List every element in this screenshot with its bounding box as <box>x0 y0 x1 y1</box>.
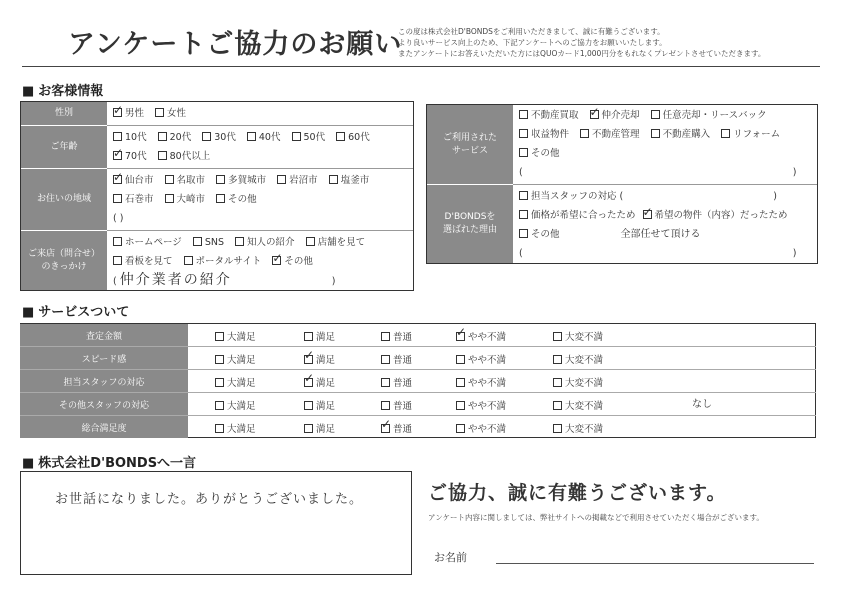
handwritten-message: お世話になりました。ありがとうございました。 <box>55 492 364 507</box>
rating-option[interactable]: 普通 <box>381 329 412 343</box>
rating-option[interactable]: やや不満 <box>456 398 506 412</box>
checkbox[interactable] <box>202 132 211 141</box>
rating-option[interactable]: 満足 <box>304 421 335 435</box>
age-header: ご年齢 <box>21 126 107 169</box>
service-row-header: 担当スタッフの対応 <box>20 370 188 393</box>
checkbox[interactable] <box>113 175 122 184</box>
checkbox[interactable] <box>235 237 244 246</box>
notice-line: この度は株式会社D'BONDSをご利用いただきまして、誠に有難うございます。 <box>398 27 665 36</box>
age-option[interactable]: 60代 <box>336 128 370 147</box>
reason-header <box>427 185 513 263</box>
checkbox[interactable] <box>651 129 660 138</box>
service-row-header: 査定金額 <box>20 324 188 347</box>
trigger-options <box>107 231 413 290</box>
customer-section-title: ■ お客様情報 <box>22 80 103 99</box>
checkbox[interactable] <box>155 108 164 117</box>
area-options <box>107 169 413 231</box>
checkbox[interactable] <box>215 332 224 341</box>
checkbox[interactable] <box>519 129 528 138</box>
gender-option-female[interactable]: 女性 <box>155 104 186 123</box>
rating-option[interactable]: 大満足 <box>215 329 256 343</box>
checkbox[interactable] <box>113 237 122 246</box>
age-option[interactable]: 10代 <box>113 128 147 147</box>
trigger-option[interactable]: SNS <box>193 233 224 252</box>
checkbox[interactable] <box>519 110 528 119</box>
checkbox[interactable] <box>306 237 315 246</box>
trigger-header-line: ご来店（問合せ） <box>27 248 100 259</box>
rating-option[interactable]: 大変不満 <box>553 352 603 366</box>
checkbox[interactable] <box>272 256 281 265</box>
reason-other-blank[interactable]: ( ) <box>519 248 797 259</box>
checkbox[interactable] <box>381 424 390 433</box>
checkbox[interactable] <box>651 110 660 119</box>
service-row-appraisal <box>20 324 816 347</box>
trigger-option[interactable]: ポータルサイト <box>184 252 262 271</box>
usage-header <box>427 105 513 185</box>
trigger-option[interactable]: 看板を見て <box>113 252 173 271</box>
rating-option[interactable]: ✓ 満足 <box>304 352 335 366</box>
checkbox[interactable] <box>519 229 528 238</box>
trigger-header <box>21 231 107 290</box>
checkbox[interactable] <box>304 355 313 364</box>
checkbox[interactable] <box>553 401 562 410</box>
area-option[interactable]: 岩沼市 <box>277 171 318 190</box>
checkbox[interactable] <box>721 129 730 138</box>
reason-header-line: D'BONDSを <box>444 212 496 222</box>
usage-option[interactable]: 収益物件 <box>519 125 569 144</box>
area-option[interactable]: 名取市 <box>165 171 206 190</box>
age-option[interactable]: 50代 <box>292 128 326 147</box>
checkbox[interactable] <box>456 332 465 341</box>
checkbox[interactable] <box>165 175 174 184</box>
checkbox[interactable] <box>580 129 589 138</box>
age-option[interactable]: 80代以上 <box>158 147 211 166</box>
usage-other-blank[interactable]: ( ) <box>519 167 797 178</box>
service-row-header: その他スタッフの対応 <box>20 393 188 416</box>
checkbox[interactable] <box>336 132 345 141</box>
rating-option[interactable]: ✓ 普通 <box>381 421 412 435</box>
area-option[interactable]: 大崎市 <box>165 190 206 209</box>
closing-note: アンケート内容に関しましては、弊社サイトへの掲載などで利用させていただく場合がございます。 <box>428 513 764 522</box>
message-box[interactable] <box>20 471 412 575</box>
area-option[interactable]: 多賀城市 <box>216 171 266 190</box>
notice-text <box>398 26 828 59</box>
checkbox[interactable] <box>304 401 313 410</box>
rating-option[interactable]: 大満足 <box>215 352 256 366</box>
trigger-other-blank[interactable]: ( 仲介業者の紹介 ) <box>113 272 336 288</box>
checkbox[interactable] <box>215 378 224 387</box>
usage-option[interactable]: ✓ 仲介売却 <box>590 106 640 125</box>
page-title: アンケートご協力のお願い <box>68 29 403 60</box>
age-option[interactable]: 20代 <box>158 128 192 147</box>
usage-header-line: ご利用された <box>442 132 497 143</box>
service-row-staff <box>20 370 816 393</box>
usage-option[interactable]: 不動産購入 <box>651 125 711 144</box>
service-row-speed <box>20 347 816 370</box>
checkbox[interactable] <box>456 355 465 364</box>
area-header: お住いの地域 <box>21 169 107 231</box>
usage-header-line: サービス <box>451 145 488 156</box>
rating-option[interactable]: 大変不満 <box>553 375 603 389</box>
checkbox[interactable] <box>456 401 465 410</box>
message-section-title: ■ 株式会社D'BONDSへ一言 <box>22 452 196 471</box>
age-option[interactable]: 30代 <box>202 128 236 147</box>
checkbox[interactable] <box>553 378 562 387</box>
checkbox[interactable] <box>113 108 122 117</box>
checkbox[interactable] <box>113 132 122 141</box>
checkbox[interactable] <box>519 210 528 219</box>
rating-option[interactable]: 大変不満 <box>553 329 603 343</box>
checkbox[interactable] <box>590 110 599 119</box>
rating-option[interactable]: 大変不満 <box>553 421 603 435</box>
checkbox[interactable] <box>643 210 652 219</box>
trigger-option[interactable]: 知人の紹介 <box>235 233 295 252</box>
usage-options <box>513 105 817 185</box>
rating-option[interactable]: 普通 <box>381 398 412 412</box>
notice-line: より良いサービス向上のため、下記アンケートへのご協力をお願いいたします。 <box>398 38 667 47</box>
age-options <box>107 126 413 169</box>
age-option[interactable]: ✓70代 <box>113 147 147 166</box>
checkbox[interactable] <box>216 194 225 203</box>
trigger-option[interactable]: ホームページ <box>113 233 182 252</box>
usage-option[interactable]: 不動産管理 <box>580 125 640 144</box>
reason-option[interactable]: 担当スタッフの対応 ( ) <box>519 187 777 206</box>
checkbox[interactable] <box>304 424 313 433</box>
rating-option[interactable]: 大満足 <box>215 398 256 412</box>
reason-option[interactable]: 価格が希望に合ったため <box>519 206 636 225</box>
trigger-header-line: のきっかけ <box>41 261 87 272</box>
rating-option[interactable]: やや不満 <box>456 375 506 389</box>
checkbox[interactable] <box>158 132 167 141</box>
reason-option[interactable]: ✓ 希望の物件（内容）だったため <box>643 206 788 225</box>
rating-option[interactable]: 大満足 <box>215 421 256 435</box>
checkbox[interactable] <box>113 194 122 203</box>
usage-option[interactable]: リフォーム <box>721 125 780 144</box>
checkbox[interactable] <box>215 401 224 410</box>
reason-option[interactable]: その他 <box>519 225 560 244</box>
rating-option[interactable]: 普通 <box>381 375 412 389</box>
age-option[interactable]: 40代 <box>247 128 281 147</box>
checkbox[interactable] <box>304 378 313 387</box>
checkbox[interactable] <box>381 401 390 410</box>
reason-options <box>513 185 817 263</box>
checkbox[interactable] <box>456 378 465 387</box>
name-field[interactable] <box>496 563 814 564</box>
reason-header-line: 選ばれた理由 <box>442 225 497 235</box>
checkbox[interactable] <box>216 175 225 184</box>
service-row-other-staff <box>20 393 816 416</box>
checkbox[interactable] <box>519 191 528 200</box>
checkbox[interactable] <box>184 256 193 265</box>
checkbox[interactable] <box>193 237 202 246</box>
gender-options <box>107 102 413 126</box>
checkbox[interactable] <box>553 424 562 433</box>
rating-option[interactable]: 大満足 <box>215 375 256 389</box>
trigger-option[interactable]: ✓ その他 <box>272 252 313 271</box>
checkbox[interactable] <box>381 332 390 341</box>
checkbox[interactable] <box>553 332 562 341</box>
area-option[interactable]: ✓仙台市 <box>113 171 154 190</box>
service-row-header: 総合満足度 <box>20 416 188 438</box>
handwritten-service-note: なし <box>692 399 712 410</box>
customer-info-table <box>20 101 414 291</box>
checkbox[interactable] <box>215 424 224 433</box>
rating-option[interactable]: 普通 <box>381 352 412 366</box>
thanks-heading: ご協力、誠に有難うございます。 <box>428 482 727 504</box>
checkbox[interactable] <box>292 132 301 141</box>
checkbox[interactable] <box>247 132 256 141</box>
gender-header: 性別 <box>21 102 107 126</box>
checkbox[interactable] <box>277 175 286 184</box>
checkbox[interactable] <box>456 424 465 433</box>
header-divider <box>22 66 820 67</box>
handwritten-trigger: 仲介業者の紹介 <box>119 272 232 288</box>
checkbox[interactable] <box>519 148 528 157</box>
area-option[interactable]: 塩釜市 <box>329 171 370 190</box>
checkbox[interactable] <box>215 355 224 364</box>
checkbox[interactable] <box>553 355 562 364</box>
rating-option[interactable]: ✓ 満足 <box>304 375 335 389</box>
rating-option[interactable]: 大変不満 <box>553 398 603 412</box>
rating-option[interactable]: やや不満 <box>456 352 506 366</box>
checkbox[interactable] <box>381 355 390 364</box>
area-option[interactable]: その他 <box>216 190 257 209</box>
area-other-blank[interactable]: ( ) <box>113 213 124 224</box>
usage-option[interactable]: 不動産買取 <box>519 106 579 125</box>
usage-reason-table <box>426 104 818 264</box>
checkbox[interactable] <box>329 175 338 184</box>
service-section-title: ■ サービスついて <box>22 301 129 320</box>
rating-option[interactable]: ✓ やや不満 <box>456 329 506 343</box>
handwritten-reason: 全部任せて頂ける <box>620 229 701 240</box>
usage-option[interactable]: その他 <box>519 144 560 163</box>
checkbox[interactable] <box>158 151 167 160</box>
service-row-overall <box>20 416 816 439</box>
notice-line: またアンケートにお答えいただいた方にはQUOカード1,000円分をもれなくプレゼントさせていただきます。 <box>398 49 766 58</box>
name-label: お名前 <box>434 551 467 564</box>
rating-option[interactable]: 満足 <box>304 398 335 412</box>
service-row-header: スピード感 <box>20 347 188 370</box>
rating-option[interactable]: 満足 <box>304 329 335 343</box>
usage-option[interactable]: 任意売却・リースバック <box>651 106 767 125</box>
rating-option[interactable]: やや不満 <box>456 421 506 435</box>
checkbox[interactable] <box>113 256 122 265</box>
checkbox[interactable] <box>381 378 390 387</box>
checkbox[interactable] <box>165 194 174 203</box>
checkbox[interactable] <box>113 151 122 160</box>
trigger-option[interactable]: 店舗を見て <box>306 233 366 252</box>
area-option[interactable]: 石巻市 <box>113 190 154 209</box>
checkbox[interactable] <box>304 332 313 341</box>
gender-option-male[interactable]: ✓ 男性 <box>113 104 144 123</box>
